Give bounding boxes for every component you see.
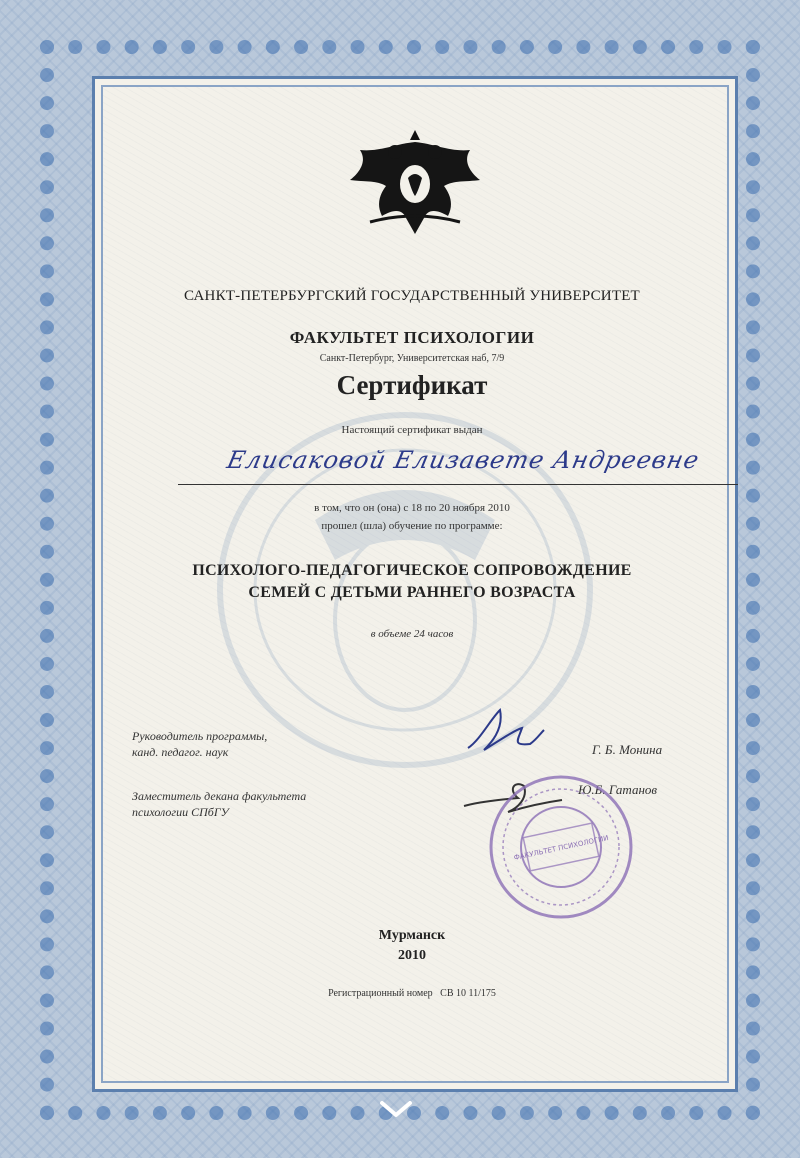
signatory-2-role: [132, 788, 306, 820]
issue-place-year: [92, 926, 732, 966]
signatory-2-role-line-1: Заместитель декана факультета: [132, 789, 307, 803]
signatory-1-role-line-2: канд. педагог. наук: [132, 745, 229, 759]
issued-to-label: Настоящий сертификат выдан: [341, 424, 483, 436]
signatory-1-role-line-1: Руководитель программы,: [132, 729, 268, 743]
recipient-underline: [178, 484, 738, 485]
signatory-2-name: Ю.Б. Гатанов: [578, 782, 658, 797]
certificate-title: Сертификат: [336, 370, 488, 400]
program-title-line-2: СЕМЕЙ С ДЕТЬМИ РАННЕГО ВОЗРАСТА: [248, 584, 576, 601]
signatory-1-name: Г. Б. Монина: [592, 742, 663, 757]
registration-number-row: [92, 988, 732, 999]
faculty-address: Санкт-Петербург, Университетская наб, 7/9: [319, 353, 505, 364]
signature-1-icon: [460, 700, 550, 760]
university-name: САНКТ-ПЕТЕРБУРГСКИЙ ГОСУДАРСТВЕННЫЙ УНИВЕРСИТЕТ: [184, 288, 640, 304]
signatory-1-role: [132, 728, 267, 760]
double-headed-eagle-icon: [340, 122, 490, 242]
training-period: в том, что он (она) с 18 по 20 ноября 2010: [314, 502, 510, 514]
signatory-2-role-line-2: психологии СПбГУ: [132, 805, 229, 819]
faculty-name: ФАКУЛЬТЕТ ПСИХОЛОГИИ: [289, 328, 535, 347]
recipient-name: Елисаковой Елизавете Андреевне: [224, 446, 703, 474]
official-stamp-icon: [486, 772, 636, 922]
registration-number: СВ 10 11/175: [440, 988, 496, 999]
chevron-down-icon[interactable]: [378, 1098, 414, 1120]
issue-city: Мурманск: [378, 928, 446, 943]
program-title: [92, 560, 732, 604]
course-volume: в объеме 24 часов: [370, 628, 454, 640]
stamp-text: ФАКУЛЬТЕТ ПСИХОЛОГИИ: [513, 834, 610, 862]
program-title-line-1: ПСИХОЛОГО-ПЕДАГОГИЧЕСКОЕ СОПРОВОЖДЕНИЕ: [192, 562, 632, 579]
program-intro: прошел (шла) обучение по программе:: [321, 520, 503, 532]
issue-year: 2010: [398, 948, 426, 963]
registration-label: Регистрационный номер: [328, 988, 433, 999]
